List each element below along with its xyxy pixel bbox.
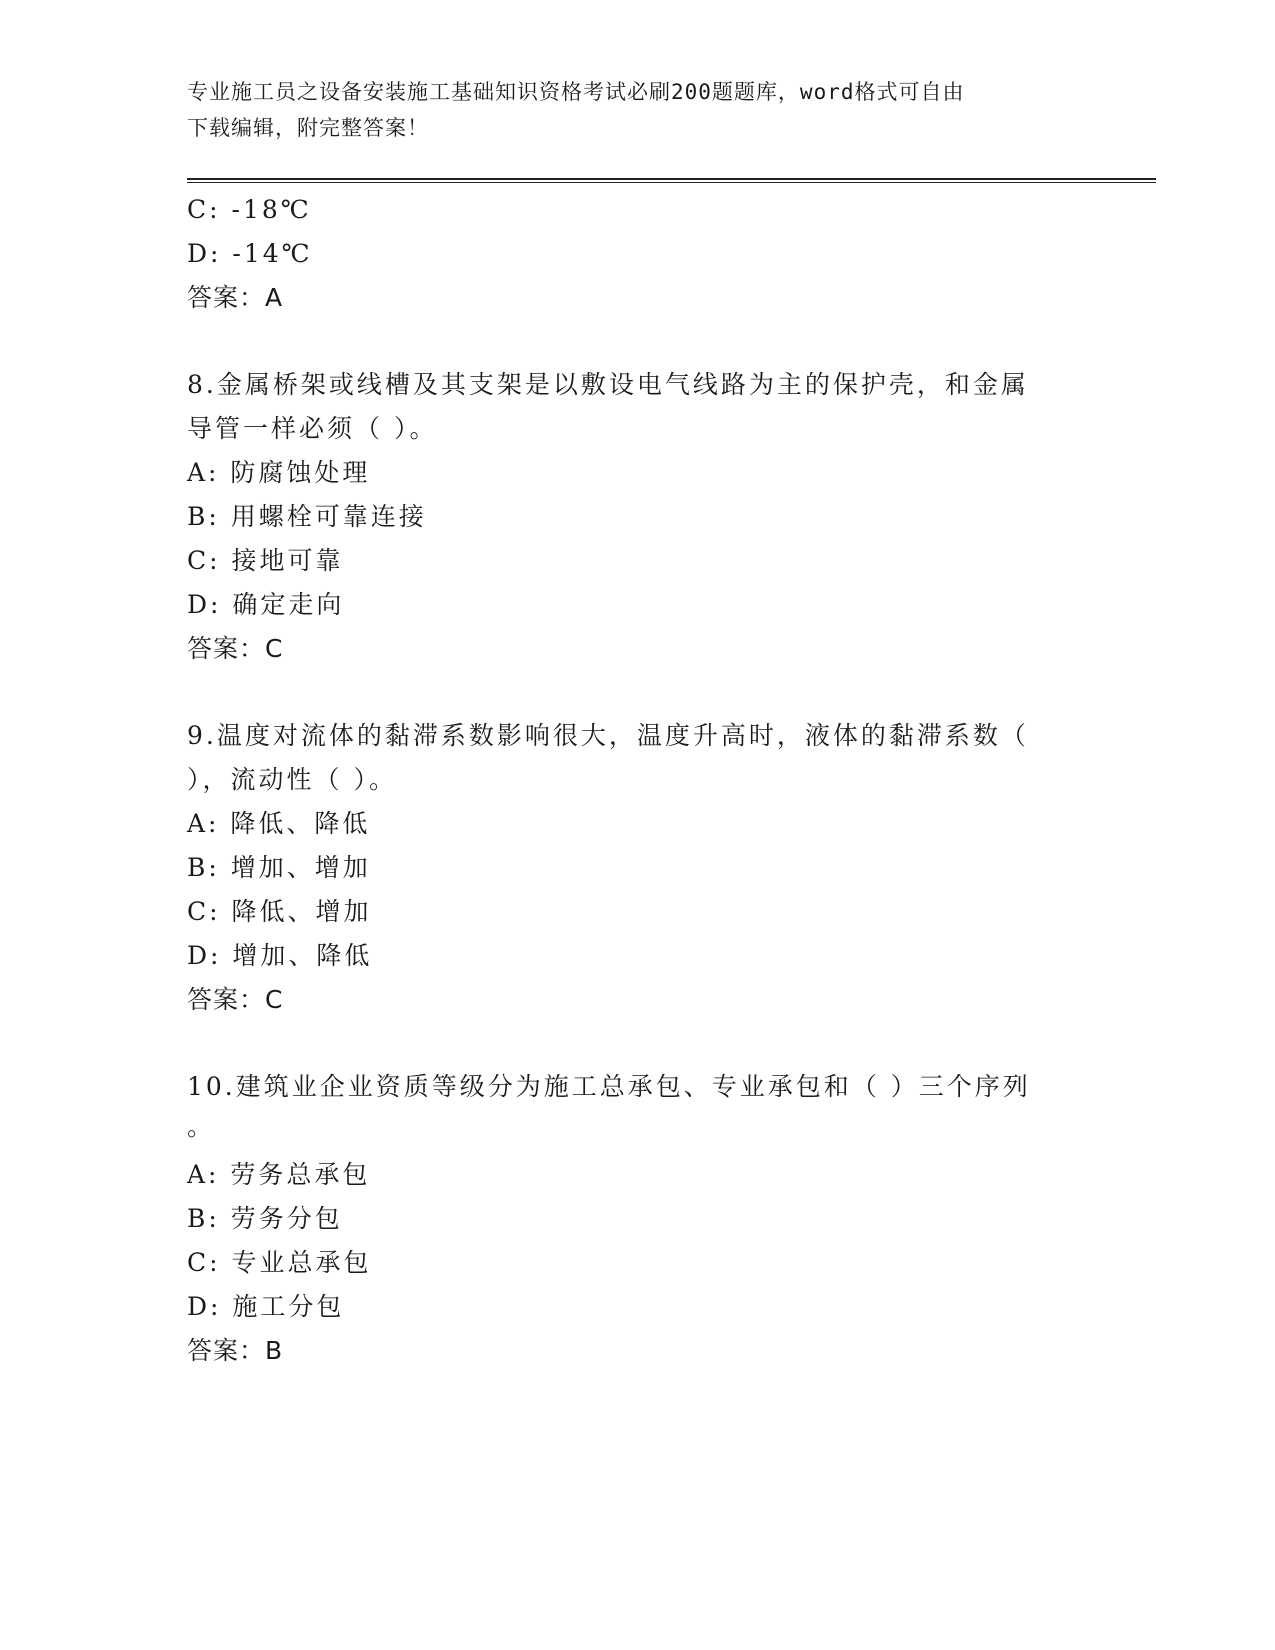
- question-9-answer: 答案：C: [187, 985, 284, 1014]
- question-9-stem-line-2: ），流动性（ ）。: [187, 765, 397, 794]
- question-8-stem-line-1: 8.金属桥架或线槽及其支架是以敷设电气线路为主的保护壳，和金属: [187, 370, 1029, 399]
- prev-option-c: C: -18℃: [187, 195, 312, 224]
- question-10-option-a: A: 劳务总承包: [187, 1160, 371, 1189]
- question-10-answer: 答案：B: [187, 1336, 284, 1365]
- header-divider-thin: [187, 182, 1156, 183]
- prev-option-d: D: -14℃: [187, 239, 313, 268]
- question-10-option-c: C: 专业总承包: [187, 1248, 372, 1277]
- question-9-option-b: B: 增加、增加: [187, 853, 371, 882]
- question-8-answer: 答案：C: [187, 634, 284, 663]
- question-10-option-d: D: 施工分包: [187, 1292, 345, 1321]
- prev-answer: 答案：A: [187, 283, 284, 312]
- question-10-option-b: B: 劳务分包: [187, 1204, 343, 1233]
- question-8-option-d: D: 确定走向: [187, 590, 345, 619]
- question-8-option-c: C: 接地可靠: [187, 546, 344, 575]
- question-9-option-a: A: 降低、降低: [187, 809, 371, 838]
- question-10-stem-line-1: 10.建筑业企业资质等级分为施工总承包、专业承包和（ ）三个序列: [187, 1072, 1031, 1101]
- document-header: [187, 74, 1077, 146]
- question-10-stem-line-2: 。: [187, 1112, 216, 1141]
- question-8-option-a: A: 防腐蚀处理: [187, 458, 371, 487]
- question-9-option-d: D: 增加、降低: [187, 941, 373, 970]
- question-8-stem-line-2: 导管一样必须（ ）。: [187, 414, 438, 443]
- question-9-option-c: C: 降低、增加: [187, 897, 372, 926]
- question-8-option-b: B: 用螺栓可靠连接: [187, 502, 427, 531]
- header-title-line-1: 专业施工员之设备安装施工基础知识资格考试必刷200题题库，word格式可自由: [187, 80, 965, 104]
- header-title-line-2: 下载编辑，附完整答案！: [187, 116, 429, 140]
- header-divider-thick: [187, 178, 1156, 180]
- question-9-stem-line-1: 9.温度对流体的黏滞系数影响很大，温度升高时，液体的黏滞系数（: [187, 721, 1029, 750]
